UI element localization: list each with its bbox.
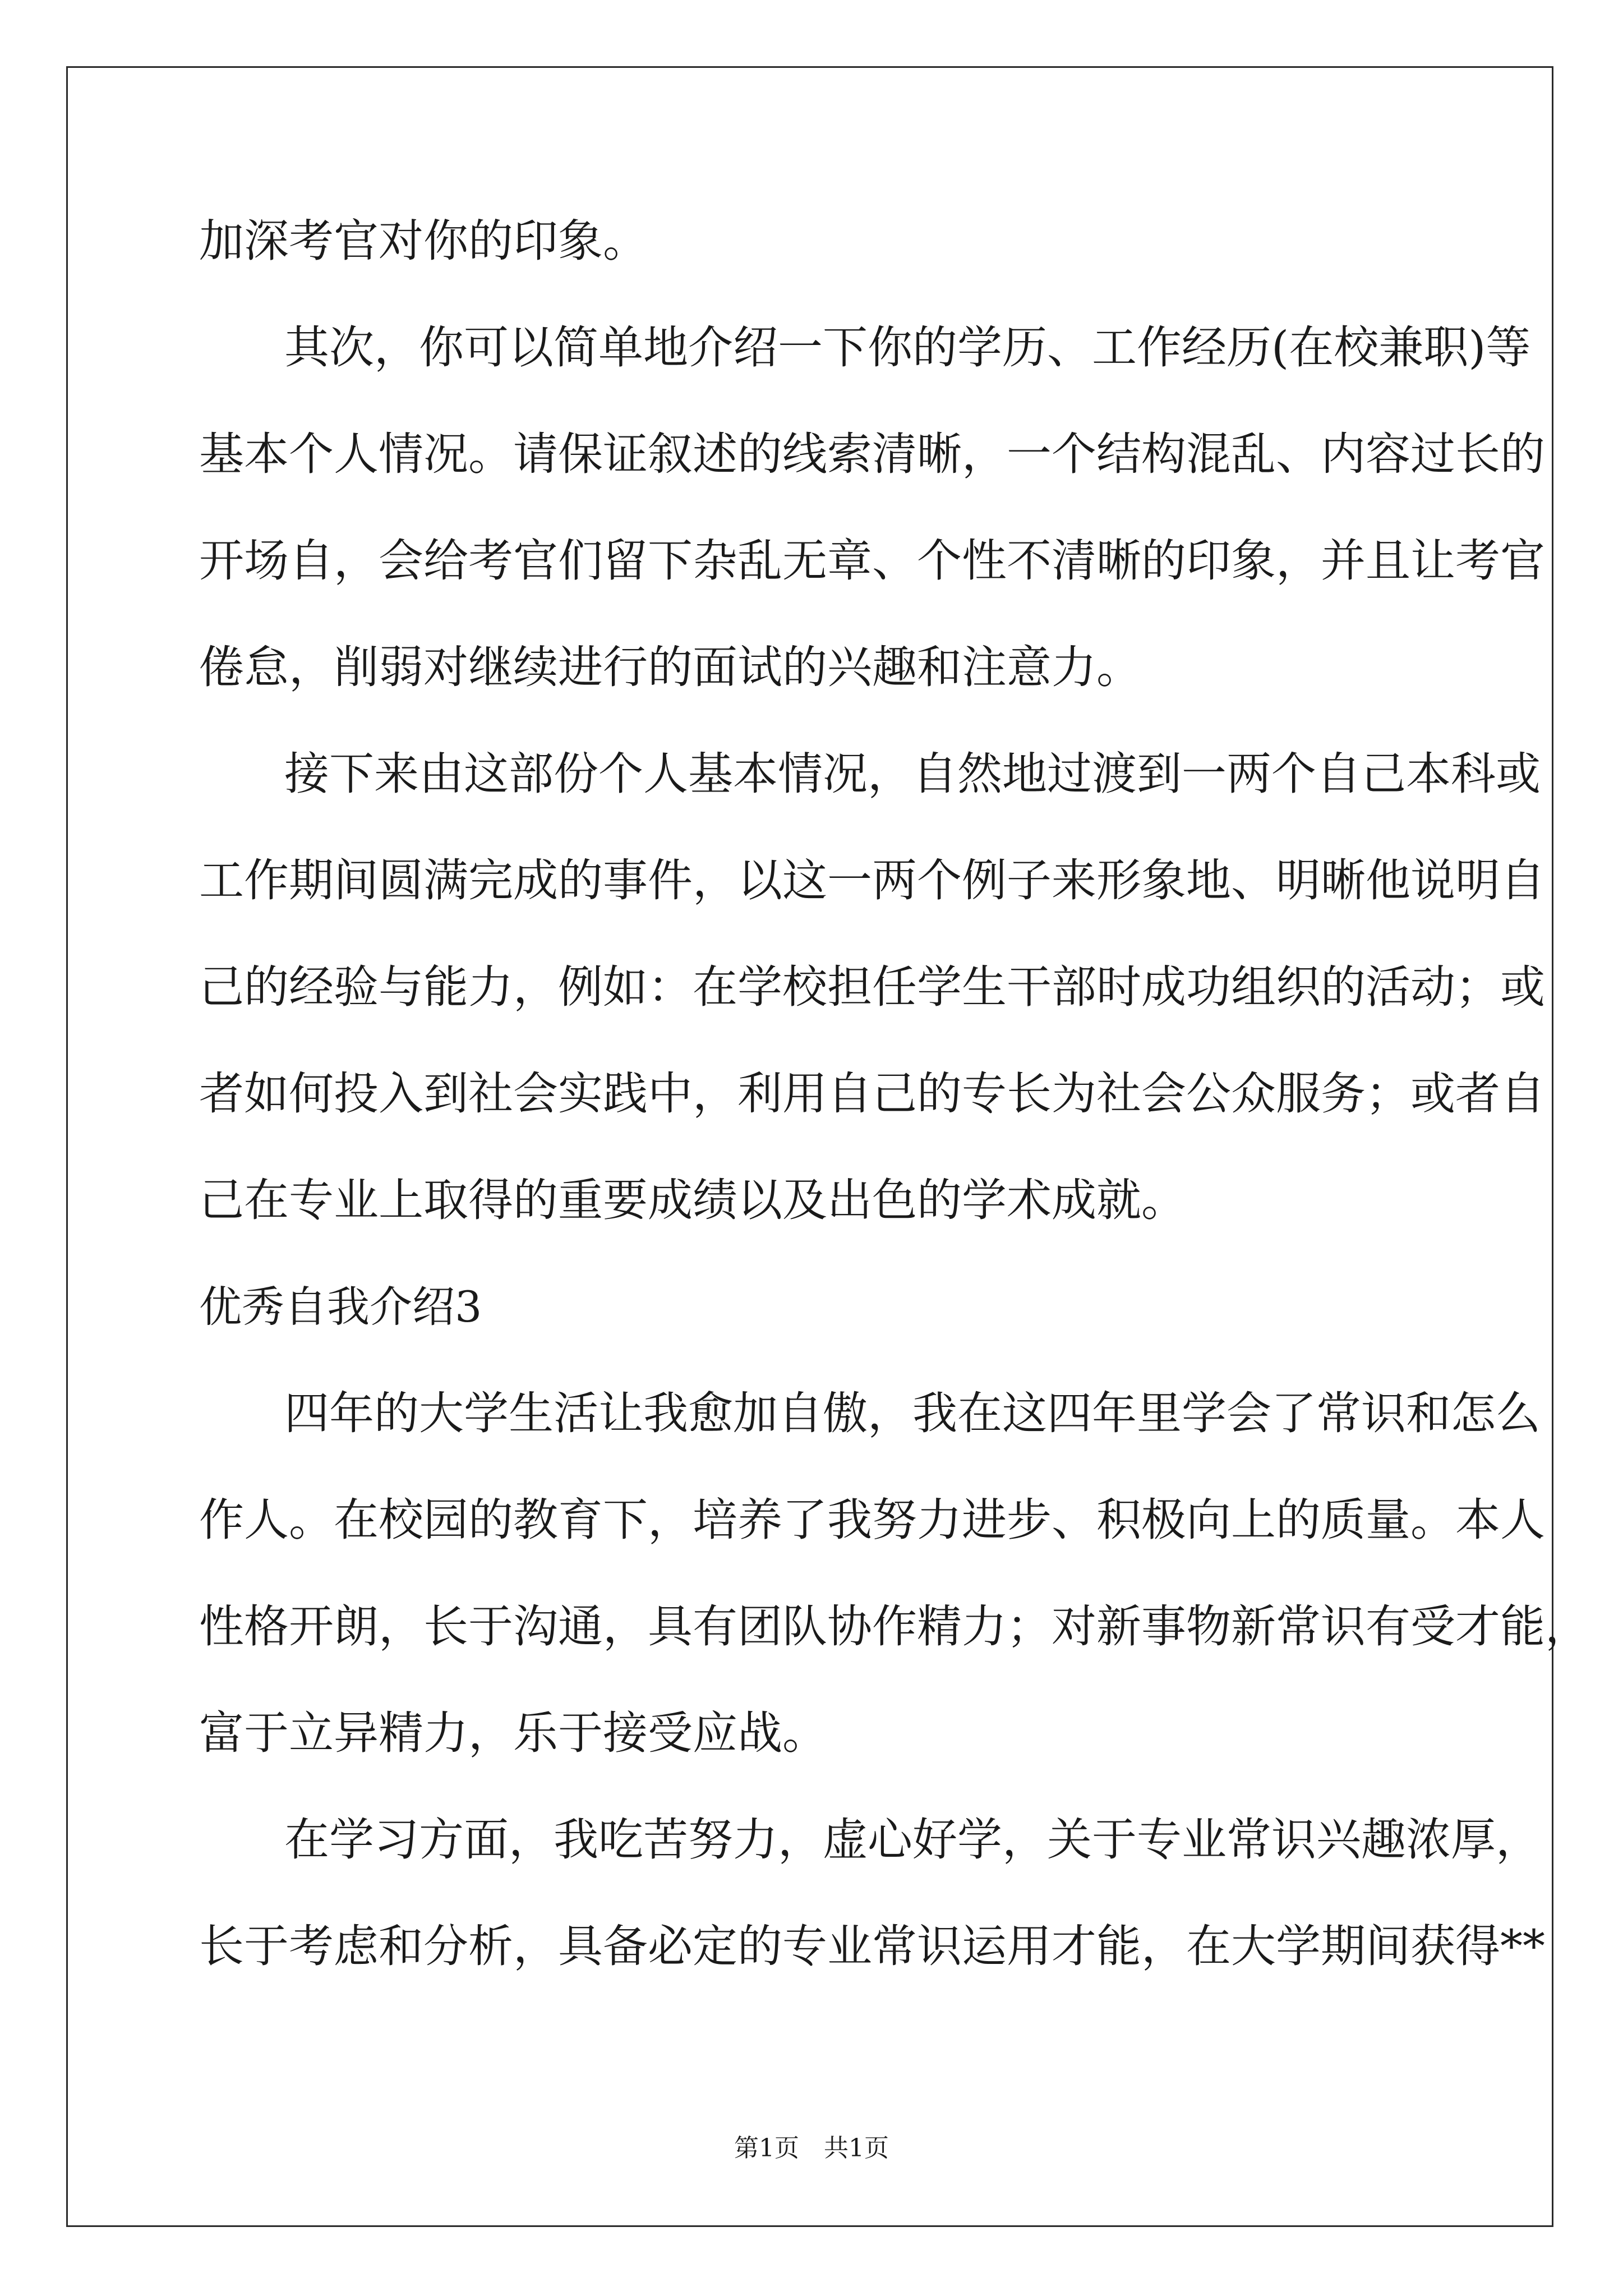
- text-line: 开场自，会给考官们留下杂乱无章、个性不清晰的印象，并且让考官: [199, 535, 1545, 587]
- text-line: 者如何投入到社会实践中，利用自己的专长为社会公众服务；或者自: [199, 1068, 1545, 1120]
- text-line: 加深考官对你的印象。: [199, 215, 648, 267]
- text-line: 富于立异精力，乐于接受应战。: [199, 1707, 827, 1759]
- text-line: 其次，你可以简单地介绍一下你的学历、工作经历(在校兼职)等: [284, 321, 1531, 374]
- text-line: 倦怠，削弱对继续进行的面试的兴趣和注意力。: [199, 641, 1141, 693]
- text-line: 接下来由这部份个人基本情况，自然地过渡到一两个自己本科或: [284, 748, 1541, 800]
- section-heading: 优秀自我介绍3: [199, 1282, 482, 1332]
- text-line: 性格开朗，长于沟通，具有团队协作精力；对新事物新常识有受才能，: [199, 1600, 1590, 1653]
- text-line: 基本个人情况。请保证叙述的线索清晰，一个结构混乱、内容过长的: [199, 428, 1545, 480]
- text-line: 己在专业上取得的重要成绩以及出色的学术成就。: [199, 1174, 1186, 1226]
- text-line: 在学习方面，我吃苦努力，虚心好学，关于专业常识兴趣浓厚，: [284, 1814, 1541, 1866]
- text-line: 作人。在校园的教育下，培养了我努力进步、积极向上的质量。本人: [199, 1494, 1545, 1546]
- text-line: 长于考虑和分析，具备必定的专业常识运用才能，在大学期间获得**: [199, 1920, 1545, 1972]
- document-body: [199, 205, 1590, 2017]
- text-line: 己的经验与能力，例如：在学校担任学生干部时成功组织的活动；或: [199, 961, 1545, 1013]
- text-line: 四年的大学生活让我愈加自傲，我在这四年里学会了常识和怎么: [284, 1387, 1541, 1439]
- text-line: 工作期间圆满完成的事件，以这一两个例子来形象地、明晰他说明自: [199, 854, 1545, 907]
- page-number: 第1页 共1页: [734, 2134, 889, 2162]
